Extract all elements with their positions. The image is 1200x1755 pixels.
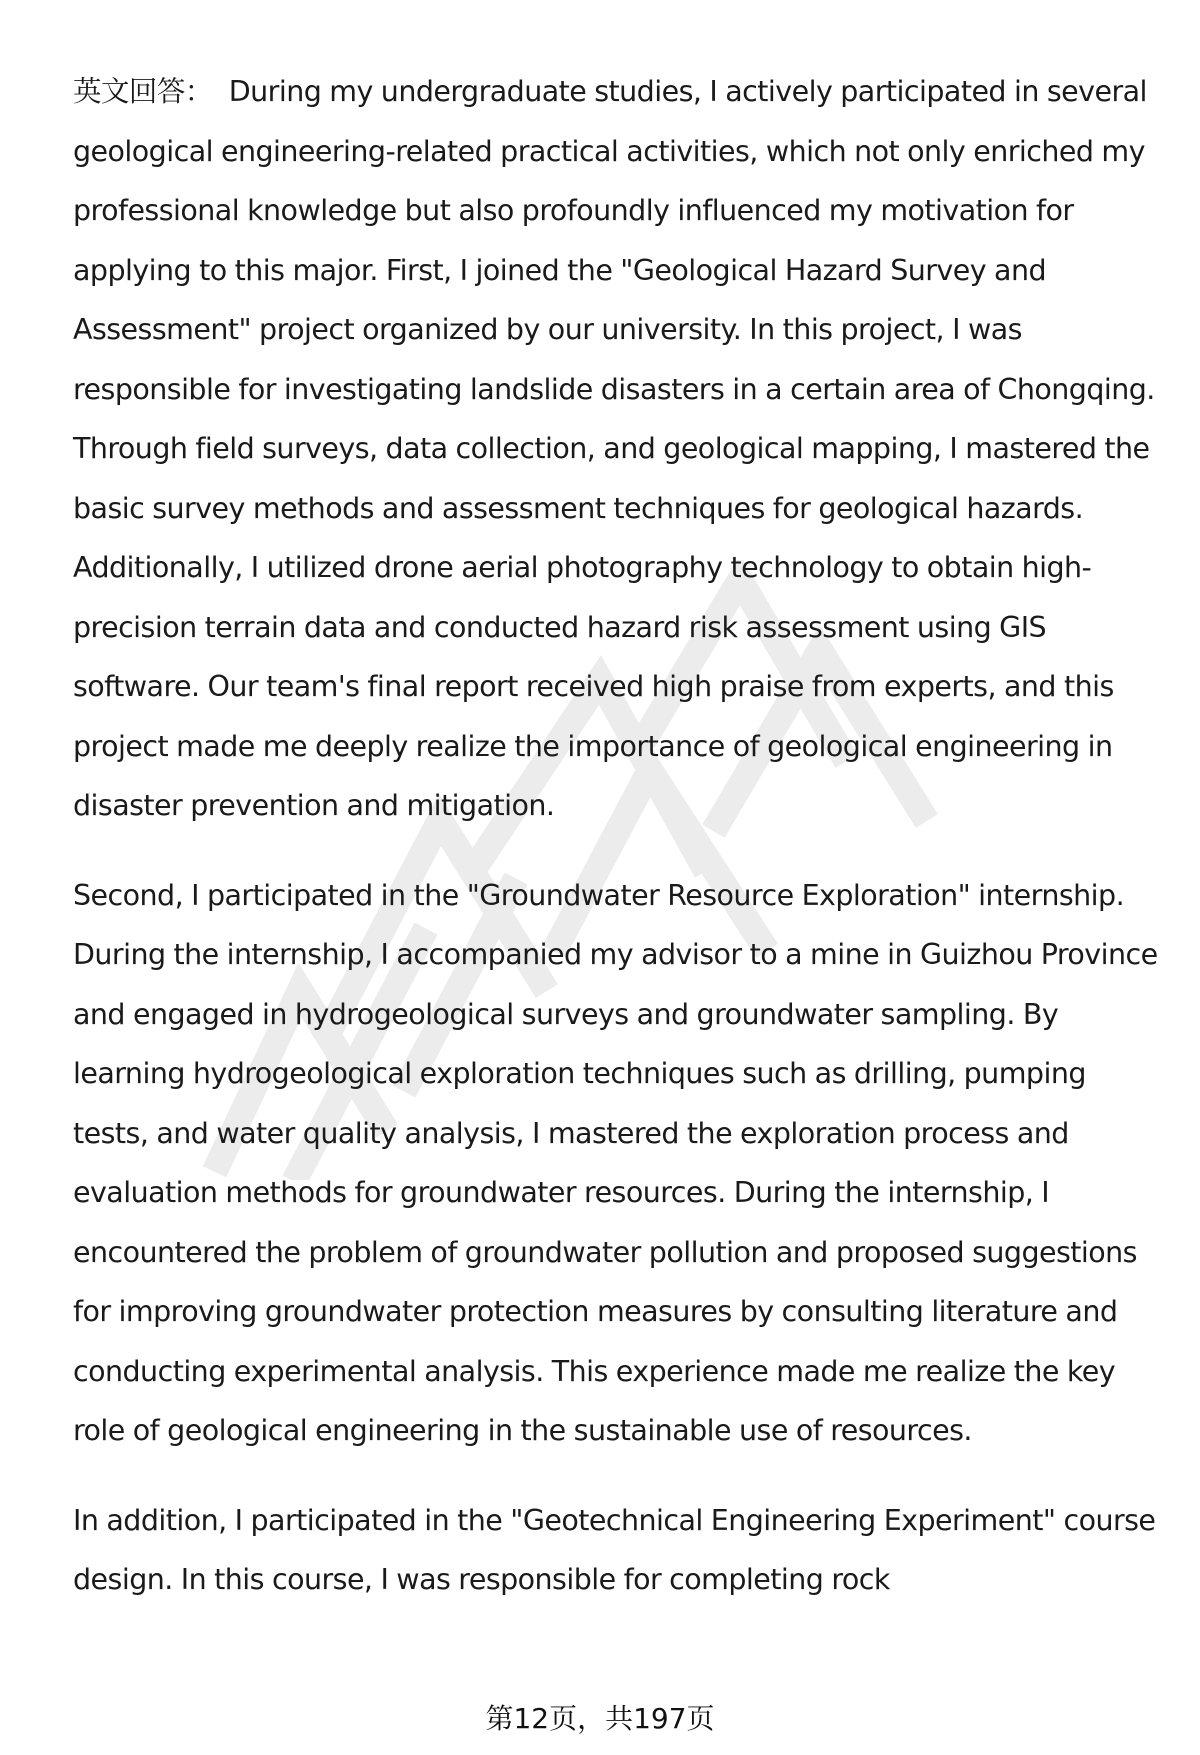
- paragraph-1-text: During my undergraduate studies, I actively participated in several geological engineering-related practical activities, which not only enriched my professional knowledge but also profoundly influenced my motivation for applying to this major. First, I joined the "Geological Hazard Survey and Assessment" project organized by our university. In this project, I was responsible for investigating landslide disasters in a certain area of Chongqing. Through field surveys, data collection, and geological mapping, I mastered the basic survey methods and assessment techniques for geological hazards. Additionally, I utilized drone aerial photography technology to obtain high-precision terrain data and conducted hazard risk assessment using GIS software. Our team's final report received high praise from experts, and this project made me deeply realize the importance of geological engineering in disaster prevention and mitigation.: [73, 75, 1155, 822]
- document-page: [73, 62, 1158, 1640]
- paragraph-1: [73, 62, 1158, 836]
- page-footer: [0, 1701, 1200, 1737]
- paragraph-2: Second, I participated in the "Groundwater Resource Exploration" internship. During the internship, I accompanied my advisor to a mine in Guizhou Province and engaged in hydrogeological surveys and groundwater sampling. By learning hydrogeological exploration techniques such as drilling, pumping tests, and water quality analysis, I mastered the exploration process and evaluation methods for groundwater resources. During the internship, I encountered the problem of groundwater pollution and proposed suggestions for improving groundwater protection measures by consulting literature and conducting experimental analysis. This experience made me realize the key role of geological engineering in the sustainable use of resources.: [73, 878, 1158, 1447]
- paragraph-3: In addition, I participated in the "Geotechnical Engineering Experiment" course design. In this course, I was responsible for completing rock: [73, 1503, 1156, 1596]
- page-indicator: 第12页，共197页: [485, 1702, 715, 1735]
- answer-prefix-label: 英文回答：: [73, 75, 213, 108]
